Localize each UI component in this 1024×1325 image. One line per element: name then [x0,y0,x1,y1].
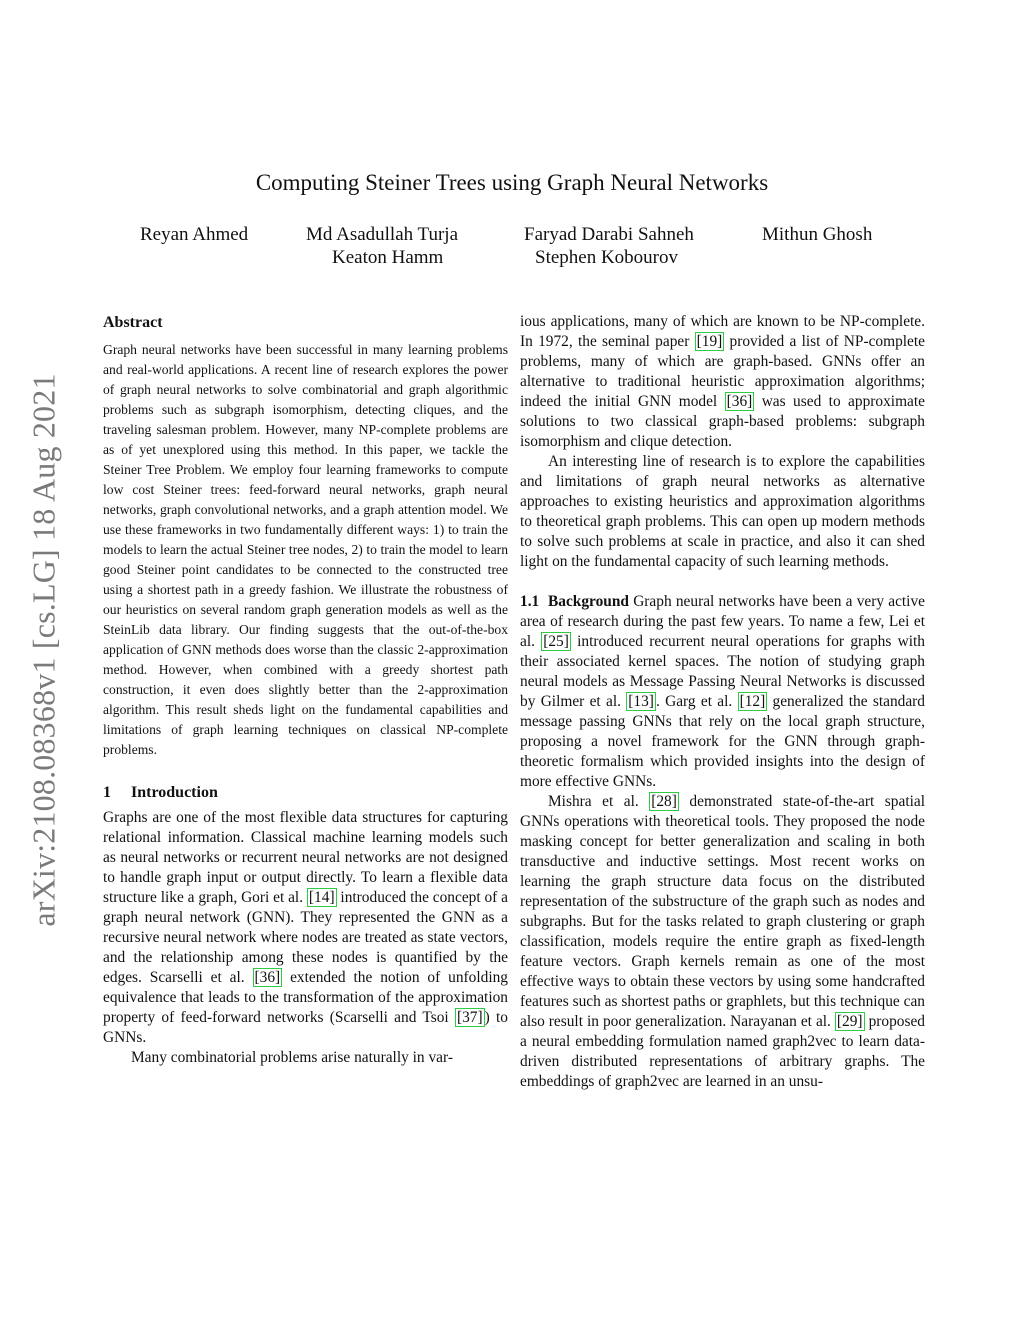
abstract-text: Graph neural networks have been successful in many learning problems and real-world applications. A recent line of research explores the power of graph neural networks to solve combinatorial and graph algorithmic problems such as subgraph isomorphism, detecting cliques, and the traveling salesman problem. However, many NP-complete problems are as of yet unexplored using this method. In this paper, we tackle the Steiner Tree Problem. We employ four learning frameworks to compute low cost Steiner trees: feed-forward neural networks, graph neural networks, graph convolutional networks, and a graph attention model. We use these frameworks in two fundamentally different ways: 1) to train the models to learn the actual Steiner tree nodes, 2) to train the model to learn good Steiner point candidates to be connected to the constructed tree using a shortest path in a greedy fashion. We illustrate the robustness of our heuristics on several random graph generation models as well as the SteinLib data library. Our finding suggests that the out-of-the-box application of GNN methods does worse than the classic 2-approximation method. However, when combined with a greedy shortest path construction, it even does slightly better than the 2-approximation algorithm. This result sheds light on the fundamental capabilities and limitations of graph learning techniques on classical NP-complete problems. [103,342,508,757]
paper-title: Computing Steiner Trees using Graph Neural Networks [255,170,769,195]
right-paragraph-2: An interesting line of research is to explore the capabilities and limitations of graph neural networks as alternative approaches to existing heuristics and approximation algorithms to theoretical graph problems. This can open up modern methods to solve such problems at scale in practice, and also it can shed light on the fundamental capacity of such learning methods. [520,453,925,570]
citation-link[interactable]: [29] [836,1013,863,1030]
citation-link[interactable]: [28] [651,793,677,810]
author-reyan-ahmed: Reyan Ahmed [140,224,249,245]
citation-link[interactable]: [36] [726,393,753,410]
right-paragraph-4: Mishra et al. [28] demonstrated state-of-the-art spatial GNNs operations with theoretical tools. They proposed the node masking concept for better generalization and scaling in both transductive and inductive settings. Most recent works on learning the graph structure data focus on the distributed representation of the substructure of the graph such as nodes and subgraphs. But for the tasks related to graph clustering or graph classification, models require the entire graph as fixed-length feature vectors. Graph kernels remain as one of the most effective ways to obtain these vectors by using some handcrafted features such as shortest paths or graphlets, but this technique can also result in poor generalization. Narayanan et al. [29] proposed a neural embedding formulation named graph2vec to learn data-driven distributed representations of arbitrary graphs. The embeddings of graph2vec are learned in an unsu- [520,793,925,1090]
citation-link[interactable]: [25] [543,633,569,650]
left-column [103,312,508,1068]
citation-link[interactable]: [14] [308,889,335,906]
arxiv-identifier-stamp: arXiv:2108.08368v1 [cs.LG] 18 Aug 2021 [25,373,62,927]
intro-paragraph-2: Many combinatorial problems arise naturally in var- [131,1049,453,1066]
citation-link[interactable]: [36] [254,969,281,986]
introduction-heading [103,784,508,802]
author-faryad-darabi-sahneh: Faryad Darabi Sahneh [524,224,694,245]
background-heading: 1.1 Background [520,593,629,610]
right-paragraph-1: ious applications, many of which are known to be NP-complete. In 1972, the seminal paper [19] provided a list of NP-complete problems, many of which are graph-based. GNNs offer an alternative to traditional heuristic approximation algorithms; indeed the initial GNN model [36] was used to approximate solutions to two classical graph-based problems: subgraph isomorphism and clique detection. [520,313,925,450]
intro-paragraph-1: Graphs are one of the most flexible data structures for capturing relational information. Classical machine learning models such as neural networks or recurrent neural networks are not designed to handle graph input or output directly. To learn a flexible data structure like a graph, Gori et al. [14] introduced the concept of a graph neural network (GNN). They represented the GNN as a recursive neural network where nodes are treated as state vectors, and the relationship among these nodes is quantified by the edges. Scarselli et al. [36] extended the notion of unfolding equivalence that leads to the transformation of the approximation property of feed-forward networks (Scarselli and Tsoi [37] ) to GNNs. [103,809,508,1046]
citation-link[interactable]: [13] [628,693,654,710]
section-title: Introduction [131,784,218,801]
citation-link[interactable]: [19] [696,333,723,350]
author-stephen-kobourov: Stephen Kobourov [535,247,679,268]
citation-link[interactable]: [37] [456,1009,483,1026]
author-mithun-ghosh: Mithun Ghosh [762,224,873,245]
author-keaton-hamm: Keaton Hamm [332,247,444,268]
author-md-asadullah-turja: Md Asadullah Turja [306,224,459,245]
right-column [520,312,925,1092]
background-paragraph: 1.1 Background Graph neural networks have been a very active area of research during the past few years. To name a few, Lei et al. [25] introduced recurrent neural operations for graphs with their associated kernel spaces. The notion of studying graph neural models as Message Passing Neural Networks is discussed by Gilmer et al. [13] . Garg et al. [12] generalized the standard message passing GNNs that rely on the local graph structure, proposing a novel framework for the GNN through graph-theoretic formalism which provided insights into the design of more effective GNNs. [520,593,925,790]
citation-link[interactable]: [12] [739,693,766,710]
section-number: 1 [103,784,111,801]
abstract-heading: Abstract [103,314,163,331]
